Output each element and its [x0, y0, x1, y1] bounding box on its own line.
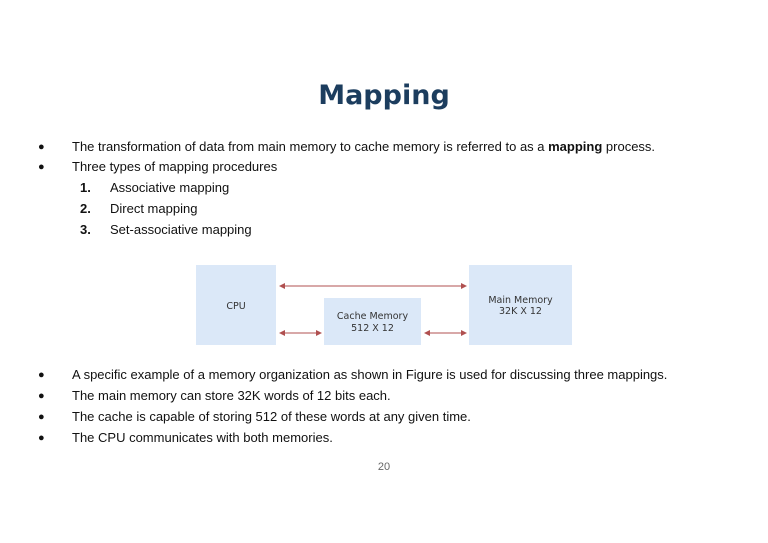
main-memory-label: Main Memory: [488, 295, 553, 306]
bullet-text: The main memory can store 32K words of 12 bits each.: [72, 388, 391, 403]
bullet-icon: ●: [38, 432, 45, 444]
bullet-text: A specific example of a memory organization as shown in Figure is used for discussing three mappings.: [72, 367, 668, 382]
bullet-text: Three types of mapping procedures: [72, 159, 278, 174]
slide-title: Mapping: [318, 80, 450, 111]
bullet-icon: ●: [38, 141, 45, 153]
bullet-text: The cache is capable of storing 512 of these words at any given time.: [72, 409, 471, 424]
cache-size: 512 X 12: [351, 323, 394, 334]
bullet-icon: ●: [38, 390, 45, 402]
list-number: 3.: [80, 222, 91, 237]
bullet-text: The CPU communicates with both memories.: [72, 430, 333, 445]
cache-label: Cache Memory: [336, 311, 409, 322]
list-text: Set-associative mapping: [110, 222, 252, 237]
list-number: 2.: [80, 201, 91, 216]
main-memory-size: 32K X 12: [499, 306, 542, 317]
bullet-icon: ●: [38, 369, 45, 381]
list-text: Associative mapping: [110, 180, 230, 195]
bold-term: mapping: [548, 139, 603, 154]
bullet-icon: ●: [38, 161, 45, 173]
cpu-label: CPU: [226, 301, 246, 312]
list-number: 1.: [80, 180, 91, 195]
page-number: 20: [377, 461, 391, 473]
list-text: Direct mapping: [110, 201, 198, 216]
bullet-icon: ●: [38, 411, 45, 423]
bullet-text: The transformation of data from main memory to cache memory is referred to as a mapping process.: [72, 139, 656, 154]
